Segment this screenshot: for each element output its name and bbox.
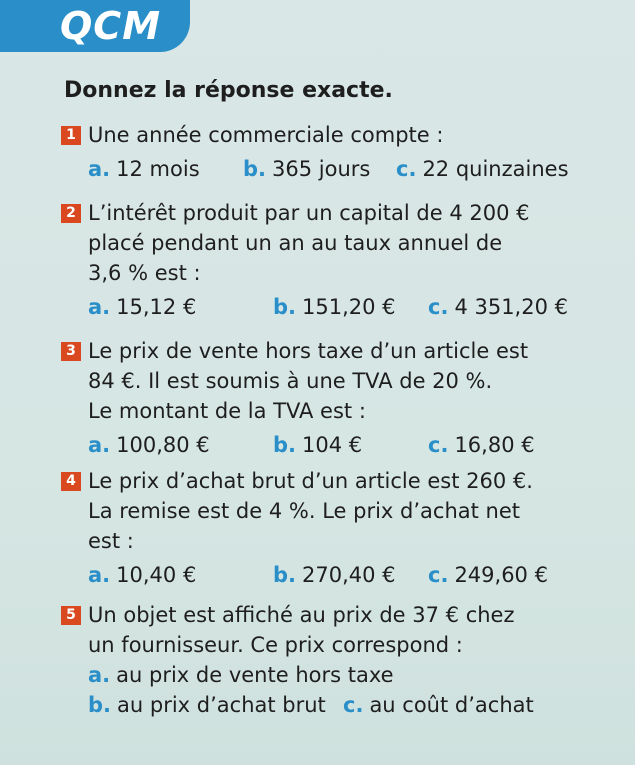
question-text-line: Le prix de vente hors taxe d’un article est xyxy=(88,339,529,363)
option-letter: b. xyxy=(243,157,267,181)
option-c[interactable] xyxy=(343,690,534,720)
option-letter: b. xyxy=(88,693,112,717)
answer-options xyxy=(88,292,568,322)
option-a[interactable] xyxy=(88,660,394,690)
option-c[interactable] xyxy=(396,154,569,184)
instructions-heading: Donnez la réponse exacte. xyxy=(64,78,393,103)
option-letter: c. xyxy=(396,157,417,181)
option-letter: a. xyxy=(88,157,111,181)
option-b[interactable] xyxy=(243,154,370,184)
banner-title: QCM xyxy=(60,4,162,48)
option-letter: c. xyxy=(343,693,364,717)
question-number-badge: 5 xyxy=(61,606,81,625)
question-text-line: Le montant de la TVA est : xyxy=(88,399,366,423)
question-1 xyxy=(66,120,569,184)
option-letter: c. xyxy=(428,563,449,587)
question-5 xyxy=(66,600,534,720)
answer-options xyxy=(88,154,569,184)
option-text: 12 mois xyxy=(116,157,200,181)
answer-options xyxy=(88,660,515,690)
option-text: 365 jours xyxy=(272,157,371,181)
option-text: 22 quinzaines xyxy=(422,157,569,181)
option-c[interactable] xyxy=(428,560,548,590)
answer-options xyxy=(88,690,534,720)
option-text: au prix d’achat brut xyxy=(117,693,326,717)
question-text-line: 3,6 % est : xyxy=(88,261,201,285)
option-text: 15,12 € xyxy=(116,295,197,319)
option-letter: c. xyxy=(428,433,449,457)
option-text: 270,40 € xyxy=(302,563,396,587)
option-b[interactable] xyxy=(273,560,396,590)
option-c[interactable] xyxy=(428,292,568,322)
option-letter: a. xyxy=(88,433,111,457)
option-letter: a. xyxy=(88,295,111,319)
option-text: 249,60 € xyxy=(454,563,548,587)
question-text-line: Le prix d’achat brut d’un article est 260 €. xyxy=(88,469,533,493)
question-4 xyxy=(66,466,548,590)
option-letter: b. xyxy=(273,295,297,319)
option-text: 100,80 € xyxy=(116,433,210,457)
option-text: 10,40 € xyxy=(116,563,197,587)
question-text-line: un fournisseur. Ce prix correspond : xyxy=(88,633,463,657)
question-text-line: L’intérêt produit par un capital de 4 200 € xyxy=(88,201,530,225)
question-text-line: La remise est de 4 %. Le prix d’achat net xyxy=(88,499,520,523)
question-number-badge: 3 xyxy=(61,342,81,361)
option-letter: c. xyxy=(428,295,449,319)
question-text-line: Un objet est affiché au prix de 37 € chez xyxy=(88,603,515,627)
question-text-line: placé pendant un an au taux annuel de xyxy=(88,231,503,255)
answer-options xyxy=(88,430,535,460)
option-text: 104 € xyxy=(302,433,363,457)
option-text: 16,80 € xyxy=(454,433,535,457)
option-letter: b. xyxy=(273,563,297,587)
question-text-line: Une année commerciale compte : xyxy=(88,123,444,147)
question-text-line: 84 €. Il est soumis à une TVA de 20 %. xyxy=(88,369,493,393)
option-text: au coût d’achat xyxy=(369,693,534,717)
question-3 xyxy=(66,336,535,460)
question-text-line: est : xyxy=(88,529,134,553)
option-b[interactable] xyxy=(273,430,362,460)
option-b[interactable] xyxy=(273,292,396,322)
option-text: 4 351,20 € xyxy=(454,295,568,319)
option-a[interactable] xyxy=(88,560,196,590)
question-number-badge: 4 xyxy=(61,472,81,491)
option-a[interactable] xyxy=(88,430,210,460)
option-b[interactable] xyxy=(88,690,326,720)
option-text: 151,20 € xyxy=(302,295,396,319)
option-letter: a. xyxy=(88,663,111,687)
option-a[interactable] xyxy=(88,154,200,184)
option-a[interactable] xyxy=(88,292,196,322)
option-letter: b. xyxy=(273,433,297,457)
question-number-badge: 1 xyxy=(61,126,81,145)
answer-options xyxy=(88,560,548,590)
option-c[interactable] xyxy=(428,430,535,460)
option-letter: a. xyxy=(88,563,111,587)
qcm-banner xyxy=(0,0,190,52)
option-text: au prix de vente hors taxe xyxy=(116,663,394,687)
question-number-badge: 2 xyxy=(61,204,81,223)
question-2 xyxy=(66,198,568,322)
